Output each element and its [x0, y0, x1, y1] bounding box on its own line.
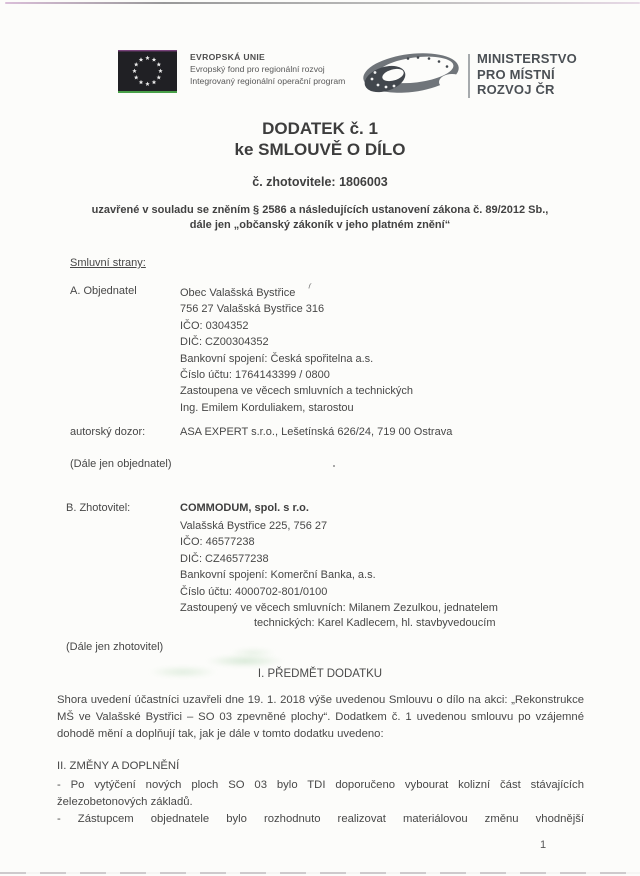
- party-a-address: 756 27 Valašská Bystřice 316: [180, 303, 325, 316]
- party-b-dic: DIČ: CZ46577238: [180, 552, 269, 565]
- party-b-alias-note: (Dále jen zhotovitel): [66, 641, 164, 653]
- ministry-swoosh-icon: [360, 49, 464, 97]
- eu-flag-icon: [118, 50, 177, 93]
- contractor-number: č. zhotovitele: 1806003: [252, 175, 388, 189]
- eu-logo-text: [190, 51, 345, 87]
- party-a-account: Číslo účtu: 1764143399 / 0800: [180, 369, 330, 382]
- document-title-line-2: ke SMLOUVĚ O DÍLO: [234, 140, 406, 159]
- ministry-logo-text: [477, 51, 577, 98]
- scan-artifact-smudge: [205, 655, 285, 667]
- parties-heading: Smluvní strany:: [70, 257, 146, 269]
- party-b-ico: IČO: 46577238: [180, 536, 255, 549]
- party-a-representative: Ing. Emilem Korduliakem, starostou: [180, 401, 354, 414]
- party-b-representative-technical: technických: Karel Kadlecem, hl. stavbyvedoucím: [254, 617, 496, 629]
- section-2-bullet-2: - Zástupcem objednatele bylo rozhodnuto realizovat materiálovou změnu vhodnější: [57, 813, 584, 825]
- author-supervision-label: autorský dozor:: [70, 426, 146, 438]
- ministry-line-2: PRO MÍSTNÍ: [477, 66, 555, 82]
- scan-artifact-top-edge: [5, 2, 640, 4]
- ministry-line-1: MINISTERSTVO: [477, 51, 577, 66]
- party-a-alias-note: (Dále jen objednatel): [70, 458, 172, 470]
- section-2-heading: II. ZMĚNY A DOPLNĚNÍ: [57, 760, 180, 772]
- legal-reference-line-1: uzavřené v souladu se zněním § 2586 a následujících ustanovení zákona č. 89/2012 Sb.,: [91, 204, 549, 216]
- scan-artifact-bottom-edge: [0, 872, 640, 874]
- party-a-name: Obec Valašská Bystřice: [180, 287, 296, 299]
- party-b-address: Valašská Bystřice 225, 756 27: [180, 520, 328, 532]
- scan-artifact-smudge: [230, 648, 276, 657]
- scan-artifact-dot: [333, 465, 335, 467]
- author-supervision-value: ASA EXPERT s.r.o., Lešetínská 626/24, 719 00 Ostrava: [180, 426, 453, 438]
- ministry-line-3: ROZVOJ ČR: [477, 82, 555, 97]
- legal-reference-line-2: dále jen „občanský zákoník v jeho platném znění“: [189, 219, 451, 231]
- party-b-bank: Bankovní spojení: Komerční Banka, a.s.: [180, 569, 376, 582]
- eu-subtitle-2: Integrovaný regionální operační program: [190, 76, 346, 86]
- party-a-ico: IČO: 0304352: [180, 319, 249, 332]
- ministry-logo-divider: [468, 54, 470, 98]
- party-a-representation: Zastoupena ve věcech smluvních a technických: [180, 385, 413, 398]
- page-number: 1: [540, 839, 547, 851]
- party-a-label: A. Objednatel: [70, 285, 137, 297]
- section-1-heading: I. PŘEDMĚT DODATKU: [257, 668, 383, 680]
- party-a-bank: Bankovní spojení: Česká spořitelna a.s.: [180, 352, 374, 365]
- section-1-paragraph: Shora uvedení účastníci uzavřeli dne 19. 1. 2018 výše uvedenou Smlouvu o dílo na akci: „Rekonstrukce MŠ ve Valašské Bystřici – SO 03 zpevněné plochy“. Dodatkem č. 1 uvedenou smlouvu po vzájemné dohodě mění a doplňují tak, jak je dále v tomto dodatku uvedeno:: [57, 694, 584, 740]
- eu-title: EVROPSKÁ UNIE: [190, 52, 266, 62]
- party-a-details: [180, 285, 540, 416]
- party-b-account: Číslo účtu: 4000702-801/0100: [180, 585, 328, 598]
- party-b-details: [180, 518, 560, 616]
- party-b-representative-contract: Zastoupený ve věcech smluvních: Milanem Zezulkou, jednatelem: [180, 602, 498, 615]
- party-a-dic: DIČ: CZ00304352: [180, 336, 269, 349]
- document-title-line-1: DODATEK č. 1: [262, 119, 378, 138]
- eu-subtitle-1: Evropský fond pro regionální rozvoj: [190, 64, 325, 74]
- party-b-name: COMMODUM, spol. s r.o.: [180, 502, 309, 514]
- section-2-bullet-1: - Po vytýčení nových ploch SO 03 bylo TDI doporučeno vybourat kolizní část stávajících železobetonových základů.: [57, 779, 584, 808]
- party-b-label: B. Zhotovitel:: [66, 502, 131, 514]
